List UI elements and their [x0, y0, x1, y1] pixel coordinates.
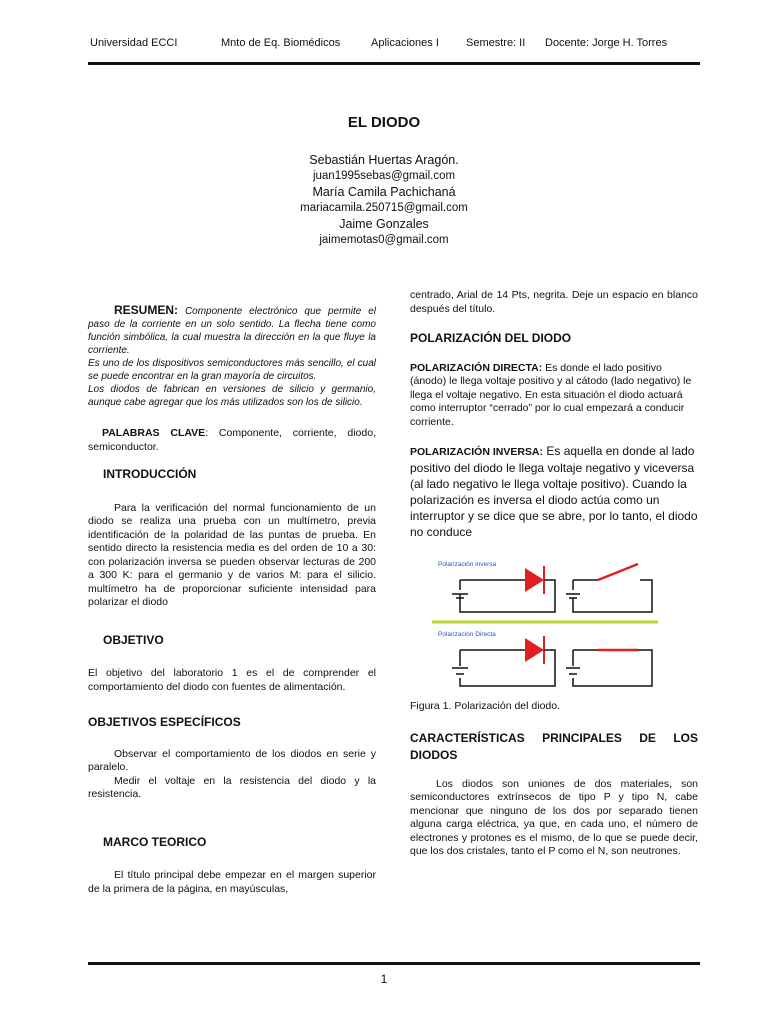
- theory-text: El título principal debe empezar en el margen superior de la primera de la página, en mayúsculas,: [88, 869, 376, 895]
- intro-text: Para la verificación del normal funcionamiento de un diodo se realiza una prueba con un multímetro, previa identificación de la polaridad de las puntas de prueba. En sentido directo la resistencia media es del orden de 10 a 30: con polarización inversa se pueden observar lecturas de 200 a 300 K: para el germanio y de varios M: para el silicio. multímetro ha de proporcionar suficiente intensidad para polarizar el diodo: [88, 501, 376, 608]
- inverse-label: Polarización inversa: [438, 561, 497, 568]
- header-program: Mnto de Eq. Biomédicos: [221, 37, 341, 49]
- inverse-circuit: [452, 566, 555, 612]
- section-heading-specific-objectives: OBJETIVOS ESPECÍFICOS: [88, 715, 241, 729]
- switch-icon: [598, 564, 638, 580]
- keywords: [88, 427, 376, 454]
- open-switch-circuit: [566, 564, 652, 612]
- author-name: Sebastián Huertas Aragón.: [309, 153, 459, 167]
- figure-caption: Figura 1. Polarización del diodo.: [410, 700, 561, 712]
- author-email: jaimemotas0@gmail.com: [319, 234, 449, 246]
- header-semester: Semestre: II: [466, 37, 526, 49]
- specific-objective-item: Observar el comportamiento de los diodos en serie y paralelo.: [88, 747, 376, 773]
- left-column: [88, 304, 376, 896]
- section-heading-objective: OBJETIVO: [103, 632, 164, 647]
- right-column: [410, 289, 698, 859]
- direct-polarization-text: Es donde el lado positivo (ánodo) le llega voltaje positivo y al cátodo (lado negativo) le llega el voltaje negativo. En esta situación el diodo actuará como interruptor “cerrado” por lo cual empezará a conducir corriente.: [410, 361, 692, 428]
- paper-title: EL DIODO: [347, 114, 421, 131]
- inverse-polarization: [410, 443, 698, 540]
- abstract-paragraph: Los diodos de fabrican en versiones de silicio y germanio, aunque cabe agregar que los más utilizados son los de silicio.: [88, 384, 376, 408]
- keywords-label: PALABRAS CLAVE: [102, 427, 206, 439]
- polarization-figure: [430, 554, 660, 694]
- direct-polarization: [410, 362, 698, 430]
- abstract-label: RESUMEN:: [114, 303, 179, 317]
- page-number: 1: [380, 972, 388, 986]
- header-teacher: Docente: Jorge H. Torres: [545, 37, 668, 49]
- closed-switch-circuit: [566, 650, 652, 686]
- author-email: juan1995sebas@gmail.com: [312, 170, 456, 182]
- header-university: Universidad ECCI: [90, 37, 178, 49]
- section-heading-theory: MARCO TEORICO: [103, 834, 207, 849]
- abstract-paragraph: Es uno de los dispositivos semiconductores más sencillo, el cual se puede encontrar en la gran mayoría de circuitos.: [88, 358, 376, 382]
- abstract: [88, 304, 376, 357]
- diode-icon: [525, 568, 544, 592]
- footer-divider: [88, 962, 700, 965]
- author-block: [0, 152, 768, 248]
- direct-label: Polarización Directa: [438, 631, 496, 638]
- author-name: Jaime Gonzales: [339, 217, 429, 231]
- abstract-text: Componente electrónico que permite el paso de la corriente en un solo sentido. La flecha tiene como función simbólica, la cual muestra la dirección en la que fluye la corriente.: [88, 306, 377, 356]
- header-divider: [88, 62, 700, 65]
- polarization-diagram: [430, 554, 660, 694]
- inverse-polarization-label: POLARIZACIÓN INVERSA:: [410, 446, 544, 458]
- direct-polarization-label: POLARIZACIÓN DIRECTA:: [410, 361, 543, 374]
- header-course: Aplicaciones I: [371, 37, 439, 49]
- section-heading-intro: INTRODUCCIÓN: [103, 467, 197, 481]
- keywords-text: : Componente, corriente, diodo, semiconductor.: [88, 427, 376, 453]
- characteristics-text: Los diodos son uniones de dos materiales, son semiconductores extrínsecos de tipo P y tipo N, cabe mencionar que ninguno de los dos por separado tienen alguna carga eléctrica, ya que, en cada uno, el número de electrones y protones es el mismo, de lo que se puede decir, que los dos cristales, tanto el P como el N, son neutrones.: [410, 777, 698, 857]
- direct-circuit: [452, 636, 555, 686]
- diode-icon: [525, 638, 544, 662]
- objective-text: El objetivo del laboratorio 1 es el de comprender el comportamiento del diodo con fuentes de alimentación.: [88, 667, 376, 693]
- section-heading-polarization: POLARIZACIÓN DEL DIODO: [410, 331, 572, 345]
- author-email: mariacamila.250715@gmail.com: [300, 202, 468, 214]
- author-name: María Camila Pachichaná: [312, 185, 456, 199]
- section-heading-characteristics: CARACTERÍSTICAS PRINCIPALES DE LOS DIODOS: [410, 730, 698, 762]
- theory-continuation: centrado, Arial de 14 Pts, negrita. Deje un espacio en blanco después del título.: [410, 289, 698, 315]
- specific-objective-item: Medir el voltaje en la resistencia del diodo y la resistencia.: [88, 774, 376, 800]
- inverse-polarization-text: Es aquella en donde al lado positivo del diodo le llega voltaje negativo y viceversa (al lado negativo le llega voltaje positivo). Cuando la polarización es inversa el diodo actúa como un interruptor y se dice que se abre, por lo tanto, el diodo no conduce: [410, 444, 698, 539]
